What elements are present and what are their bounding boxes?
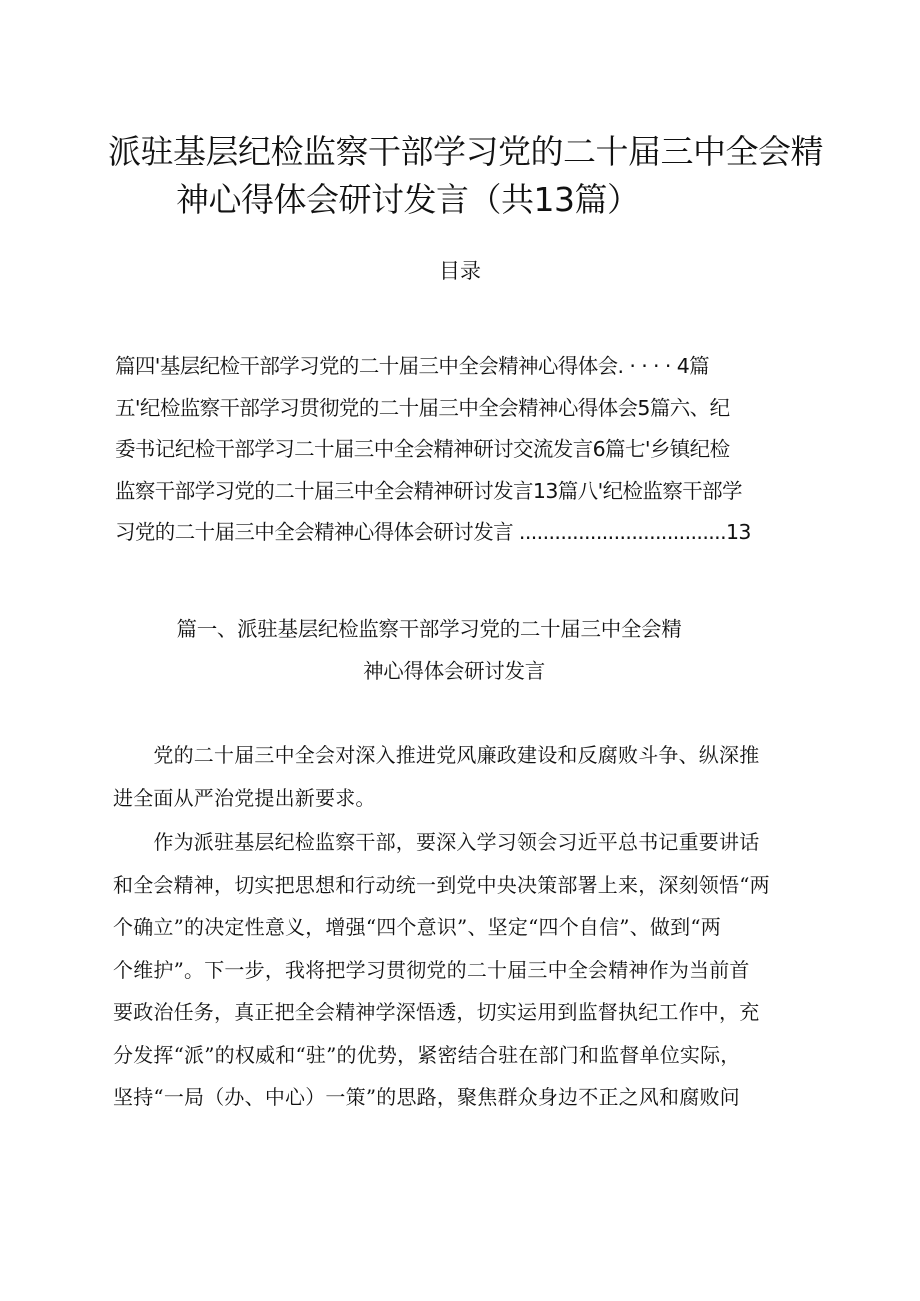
section-title-line-1: 篇一、派驻基层纪检监察干部学习党的二十届三中全会精: [176, 617, 682, 641]
body-line: 个维护”。下一步，我将把学习贯彻党的二十届三中全会精神作为当前首: [113, 957, 750, 982]
toc-line: 监察干部学习党的二十届三中全会精神研讨发言13篇八'纪检监察干部学: [115, 478, 742, 503]
document-title-line-2: 神心得体会研讨发言（共13篇）: [176, 180, 640, 219]
body-line: 作为派驻基层纪检监察干部，要深入学习领会习近平总书记重要讲话: [113, 830, 760, 854]
body-line: 个确立”的决定性意义，增强“四个意识”、坚定“四个自信”、做到“两: [113, 915, 721, 939]
document-title: [108, 128, 838, 224]
body-line: 和全会精神，切实把思想和行动统一到党中央决策部署上来，深刻领悟“两: [113, 872, 770, 897]
document-title-line-1: 派驻基层纪检监察干部学习党的二十届三中全会精: [108, 132, 823, 171]
body-line: 党的二十届三中全会对深入推进党风廉政建设和反腐败斗争、纵深推: [113, 743, 760, 767]
toc-line: 习党的二十届三中全会精神心得体会研讨发言 ...................................13: [115, 520, 751, 544]
section-title: [0, 608, 920, 692]
table-of-contents: [115, 346, 827, 554]
body-text: [113, 734, 848, 1119]
body-line: 要政治任务，真正把全会精神学深悟透，切实运用到监督执纪工作中，充: [113, 1000, 760, 1024]
body-line: 分发挥“派”的权威和“驻”的优势，紧密结合驻在部门和监督单位实际，: [113, 1042, 741, 1067]
toc-line: 五'纪检监察干部学习贯彻党的二十届三中全会精神心得体会5篇六、纪: [115, 395, 730, 420]
toc-heading: 目录: [439, 259, 481, 283]
section-title-line-2: 神心得体会研讨发言: [363, 659, 545, 683]
body-line: 进全面从严治党提出新要求。: [113, 785, 376, 810]
body-line: 坚持“一局（办、中心）一策”的思路，聚焦群众身边不正之风和腐败问: [113, 1085, 740, 1109]
toc-line: 委书记纪检干部学习二十届三中全会精神研讨交流发言6篇七'乡镇纪检: [115, 437, 730, 461]
toc-line: 篇四'基层纪检干部学习党的二十届三中全会精神心得体会. · · · · 4篇: [115, 354, 710, 378]
